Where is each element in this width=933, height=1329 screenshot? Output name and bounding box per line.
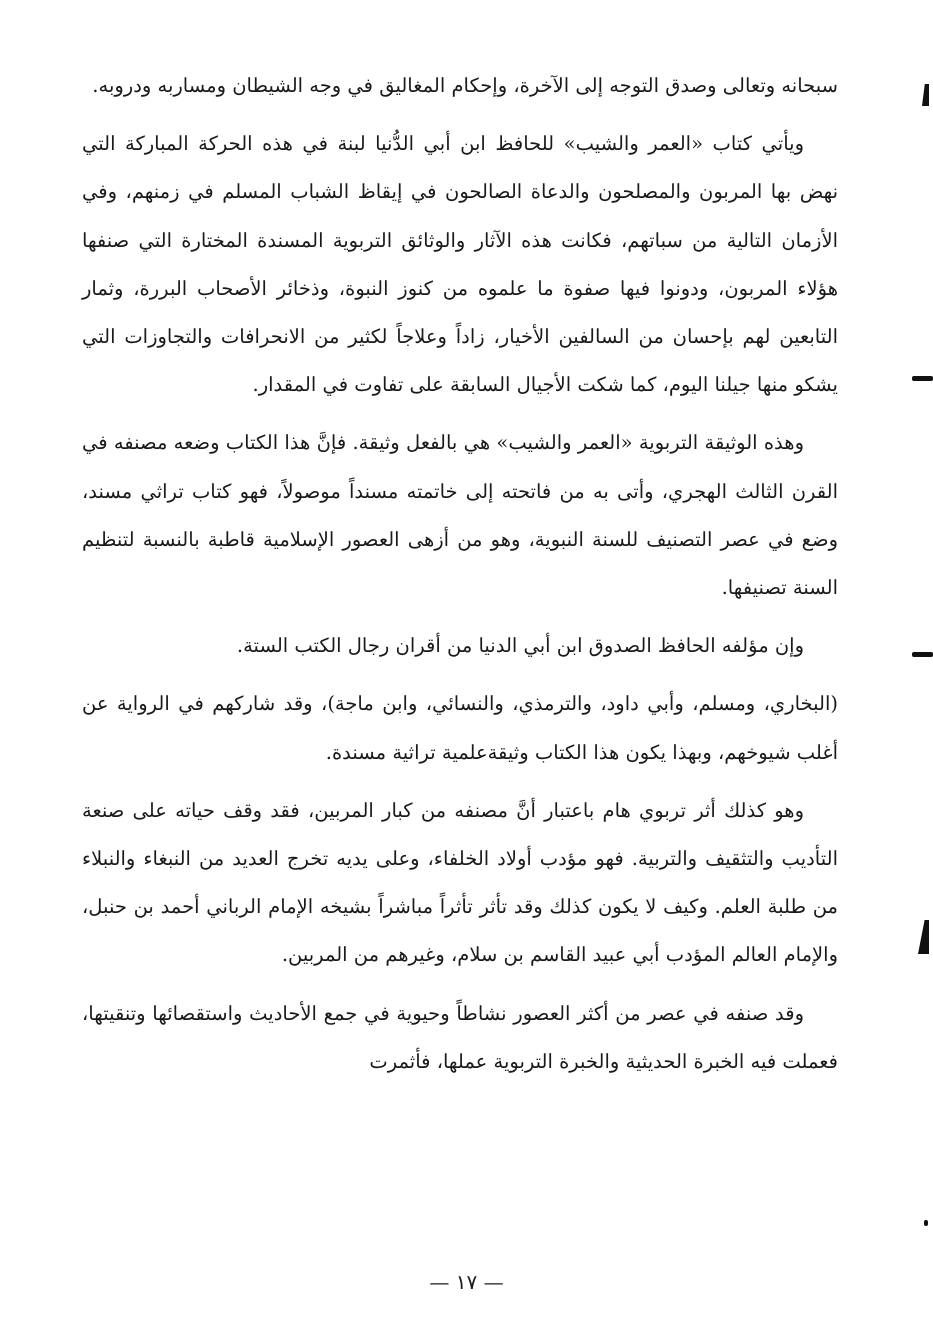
scan-edge-mark: [918, 920, 929, 954]
scan-edge-mark: [912, 652, 933, 657]
page-number: — ١٧ —: [429, 1270, 504, 1294]
scan-edge-mark: [924, 1220, 928, 1226]
scan-edge-mark: [922, 84, 929, 106]
paragraph-6: وهو كذلك أثر تربوي هام باعتبار أنَّ مصنفه من كبار المربين، فقد وقف حياته على صنعة التأديب والتثقيف والتربية. فهو مؤدب أولاد الخلفاء، وعلى يديه تخرج العديد من النبغاء والنبلاء من طلبة العلم. وكيف لا يكون كذلك وقد تأثر تأثراً مباشراً بشيخه الإمام الرباني أحمد بن حنبل، والإمام العالم المؤدب أبي عبيد القاسم بن سلام، وغيرهم من المربين.: [82, 798, 838, 967]
paragraph-4: وإن مؤلفه الحافظ الصدوق ابن أبي الدنيا من أقران رجال الكتب الستة.: [236, 634, 804, 658]
paragraph-1: سبحانه وتعالى وصدق التوجه إلى الآخرة، وإحكام المغاليق في وجه الشيطان ومساربه ودروبه.: [92, 74, 838, 97]
scan-edge-mark: [912, 376, 933, 381]
body-text: [82, 62, 838, 1096]
paragraph-3: وهذه الوثيقة التربوية «العمر والشيب» هي بالفعل وثيقة. فإنَّ هذا الكتاب وضعه مصنفه في القرن الثالث الهجري، وأتى به من فاتحته إلى خاتمته مسنداً موصولاً، فهو كتاب تراثي مسند، وضع في عصر التصنيف للسنة النبوية، وهو من أزهى العصور الإسلامية قاطبة بالنسبة لتنظيم السنة تصنيفها.: [82, 431, 838, 600]
paragraph-2: ويأتي كتاب «العمر والشيب» للحافظ ابن أبي الدُّنيا لبنة في هذه الحركة المباركة التي نهض بها المربون والمصلحون والدعاة الصالحون في إيقاظ الشباب المسلم في زمنهم، وفي الأزمان التالية من سباتهم، فكانت هذه الآثار والوثائق التربوية المسندة المختارة التي صنفها هؤلاء المربون، ودونوا فيها صفوة ما علموه من كنوز النبوة، وذخائر الأصحاب البررة، وثمار التابعين لهم بإحسان من السالفين الأخيار، زاداً وعلاجاً لكثير من الانحرافات والتجاوزات التي يشكو منها جيلنا اليوم، كما شكت الأجيال السابقة على تفاوت في المقدار.: [82, 132, 838, 397]
paragraph-7: وقد صنفه في عصر من أكثر العصور نشاطاً وحيوية في جمع الأحاديث واستقصائها وتنقيتها، فعملت فيه الخبرة الحديثية والخبرة التربوية عملها، فأثمرت: [82, 1001, 838, 1073]
paragraph-5: (البخاري، ومسلم، وأبي داود، والترمذي، والنسائي، وابن ماجة)، وقد شاركهم في الرواية عن أغلب شيوخهم، وبهذا يكون هذا الكتاب وثيقةعلمية تراثية مسندة.: [82, 692, 838, 764]
